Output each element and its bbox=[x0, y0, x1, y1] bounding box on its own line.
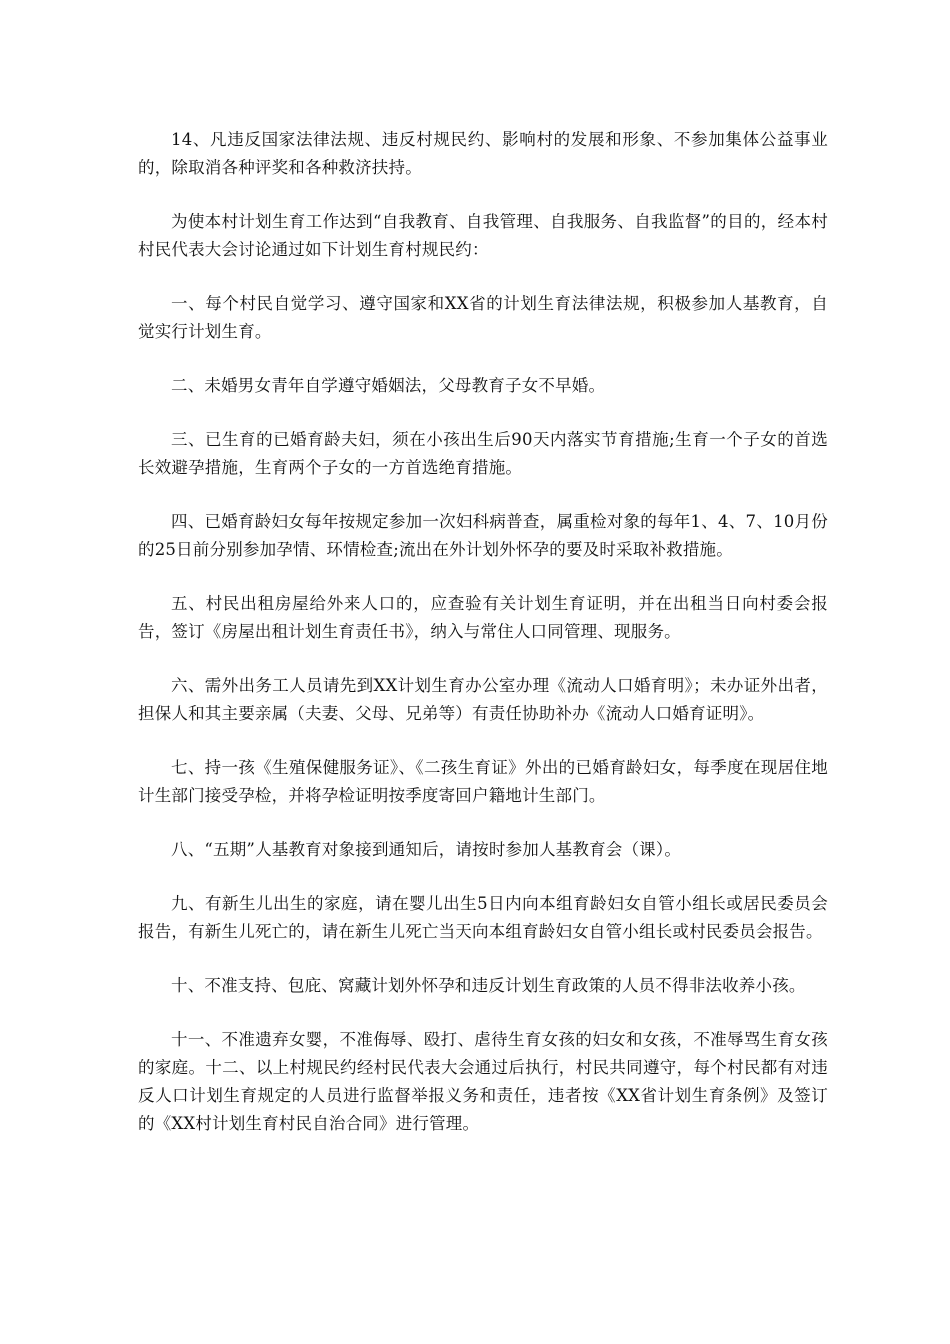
paragraph-rule-8: 八、“五期”人基教育对象接到通知后，请按时参加人基教育会（课）。 bbox=[171, 840, 682, 859]
paragraph-rule-3: 三、已生育的已婚育龄夫妇，须在小孩出生后90天内落实节育措施;生育一个子女的首选长效避孕措施，生育两个子女的一方首选绝育措施。 bbox=[138, 430, 828, 477]
paragraph-rule-10: 十、不准支持、包庇、窝藏计划外怀孕和违反计划生育政策的人员不得非法收养小孩。 bbox=[171, 976, 806, 995]
paragraph-preamble: 为使本村计划生育工作达到“自我教育、自我管理、自我服务、自我监督”的目的，经本村村民代表大会讨论通过如下计划生育村规民约： bbox=[138, 212, 828, 259]
paragraph-rule-4: 四、已婚育龄妇女每年按规定参加一次妇科病普查，属重检对象的每年1、4、7、10月份的25日前分别参加孕情、环情检查;流出在外计划外怀孕的要及时采取补救措施。 bbox=[138, 512, 828, 559]
paragraph-rule-5: 五、村民出租房屋给外来人口的，应查验有关计划生育证明，并在出租当日向村委会报告，签订《房屋出租计划生育责任书》，纳入与常住人口同管理、现服务。 bbox=[138, 594, 828, 641]
paragraph-rule-11-12: 十一、不准遗弃女婴，不准侮辱、殴打、虐待生育女孩的妇女和女孩，不准辱骂生育女孩的家庭。十二、以上村规民约经村民代表大会通过后执行，村民共同遵守，每个村民都有对违反人口计划生育规定的人员进行监督举报义务和责任，违者按《XX省计划生育条例》及签订的《XX村计划生育村民自治合同》进行管理。 bbox=[138, 1030, 828, 1133]
paragraph-rule-2: 二、未婚男女青年自学遵守婚姻法，父母教育子女不早婚。 bbox=[171, 376, 606, 395]
paragraph-rule-9: 九、有新生儿出生的家庭，请在婴儿出生5日内向本组育龄妇女自管小组长或居民委员会报告，有新生儿死亡的，请在新生儿死亡当天向本组育龄妇女自管小组长或村民委员会报告。 bbox=[138, 894, 828, 941]
paragraph-rule-7: 七、持一孩《生殖保健服务证》、《二孩生育证》外出的已婚育龄妇女，每季度在现居住地计生部门接受孕检，并将孕检证明按季度寄回户籍地计生部门。 bbox=[138, 758, 828, 805]
paragraph-rule-6: 六、需外出务工人员请先到XX计划生育办公室办理《流动人口婚育明》；未办证外出者，担保人和其主要亲属（夫妻、父母、兄弟等）有责任协助补办《流动人口婚育证明》。 bbox=[138, 676, 828, 723]
document-body bbox=[138, 126, 828, 1164]
paragraph-article-14: 14、凡违反国家法律法规、违反村规民约、影响村的发展和形象、不参加集体公益事业的，除取消各种评奖和各种救济扶持。 bbox=[138, 130, 828, 177]
paragraph-rule-1: 一、每个村民自觉学习、遵守国家和XX省的计划生育法律法规，积极参加人基教育，自觉实行计划生育。 bbox=[138, 294, 828, 341]
